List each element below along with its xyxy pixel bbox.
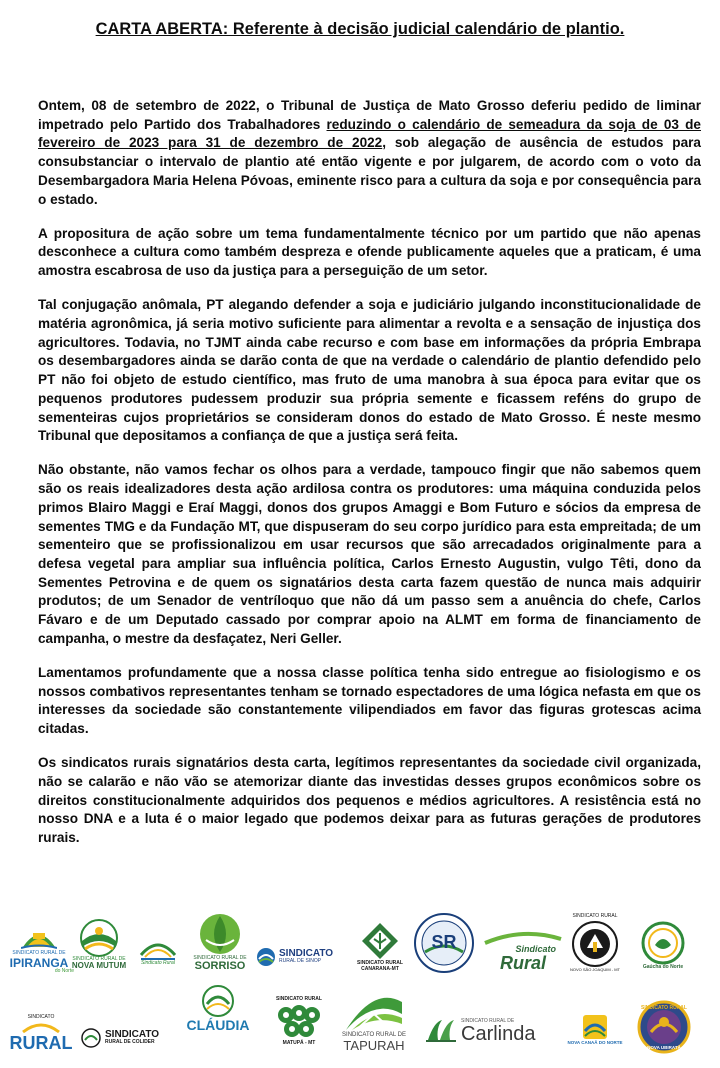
paragraph-1 bbox=[38, 97, 701, 209]
logo-sorriso bbox=[188, 906, 252, 972]
sao-joaquim-emblem-icon bbox=[571, 920, 619, 968]
logo-nova-mutum bbox=[70, 914, 128, 970]
tapurah-emblem-icon bbox=[344, 992, 404, 1032]
paragraph-1-underlined-text: reduzindo o calendário de semeadura da soja de 03 de fevereiro de 2023 para 31 de dezembro de 2022 bbox=[38, 116, 701, 151]
logo-sindicato-rural-small bbox=[132, 926, 184, 966]
nova-canaa-emblem-icon bbox=[581, 1013, 609, 1041]
sinop-emblem-icon bbox=[256, 947, 276, 967]
document-title: CARTA ABERTA: Referente à decisão judicial calendário de plantio. bbox=[95, 20, 625, 38]
ipiranga-sub-text: do Norte bbox=[54, 967, 74, 974]
canarana-top-text: SINDICATO RURAL bbox=[357, 960, 403, 966]
ipiranga-top-text: SINDICATO RURAL DE bbox=[12, 950, 66, 956]
sindicato-rural-small-text: Sindicato Rural bbox=[141, 959, 175, 966]
logo-gaucha-do-norte bbox=[630, 908, 696, 970]
gaucha-emblem-icon bbox=[641, 921, 685, 965]
paragraph-6: Os sindicatos rurais signatários desta carta, legítimos representantes da sociedade civil organizada, não se calarão e não vão se atemorizar diante das investidas desses grupos econômicos sobre os direitos constitucionalmente adquiridos dos pequenos e médios agricultores. A resistência está no nosso DNA e a luta é o maior legado que podemos deixar para as futuras gerações de produtores rurais. bbox=[38, 755, 701, 846]
matupa-bottom-text: MATUPÁ - MT bbox=[282, 1039, 316, 1046]
nova-ubirata-emblem-icon bbox=[637, 1000, 691, 1054]
matupa-emblem-icon bbox=[274, 1003, 324, 1041]
sinop-name-text: SINDICATO bbox=[279, 948, 334, 960]
rural-badge-name-text: RURAL bbox=[9, 1033, 73, 1053]
logo-matupa bbox=[268, 988, 330, 1046]
sindicato-rural-script-swoosh-icon bbox=[483, 931, 563, 945]
sindicato-rural-script-line2: Rural bbox=[499, 953, 546, 973]
sorriso-top-text: SINDICATO RURAL DE bbox=[193, 954, 247, 961]
tapurah-top-text: SINDICATO RURAL DE bbox=[342, 1032, 406, 1039]
logo-ipiranga-do-norte bbox=[4, 916, 74, 974]
claudia-name-text: CLÁUDIA bbox=[186, 1017, 250, 1033]
letter-body bbox=[38, 97, 701, 863]
carlinda-top-text: SINDICATO RURAL DE bbox=[461, 1017, 515, 1024]
sr-letters: SR bbox=[431, 932, 457, 952]
sindicato-rural-script-line1: Sindicato bbox=[515, 944, 556, 954]
nova-mutum-emblem-icon bbox=[79, 919, 119, 957]
sao-joaquim-bottom-text: NOVO SÃO JOAQUIM - MT bbox=[569, 966, 620, 972]
carlinda-emblem-icon bbox=[424, 1014, 458, 1044]
rural-badge-top-text: SINDICATO bbox=[27, 1013, 55, 1020]
logo-sr bbox=[412, 910, 476, 974]
sao-joaquim-top-text: SINDICATO RURAL bbox=[572, 913, 618, 920]
nova-mutum-top-text: SINDICATO RURAL DE bbox=[72, 955, 126, 962]
carlinda-name-text: Carlinda bbox=[461, 1023, 536, 1045]
colider-emblem-icon bbox=[80, 1028, 102, 1048]
logo-canarana bbox=[350, 910, 410, 972]
logo-colider bbox=[80, 1026, 170, 1050]
sorriso-emblem-icon bbox=[198, 912, 242, 956]
logo-nova-canaa-do-norte bbox=[562, 1004, 628, 1046]
paragraph-1-text-end: , sob alegação de ausência de estudos para consubstanciar o intervalo de plantio até então vigente e por julgarem, de acordo com o voto da Desembargadora Maria Helena Póvoas, eminente risco para a cultura da soja e por consequência para o estado. bbox=[38, 135, 701, 207]
sindicato-rural-small-emblem-icon bbox=[139, 935, 177, 961]
canarana-sub-text: CANARANA-MT bbox=[361, 965, 399, 972]
nova-ubirata-top-text: SINDICATO RURAL bbox=[641, 1005, 687, 1011]
sorriso-name-text: SORRISO bbox=[194, 960, 246, 972]
nova-ubirata-bottom-text: NOVA UBIRATÃ bbox=[647, 1045, 681, 1050]
colider-sub-text: RURAL DE COLIDER bbox=[105, 1039, 155, 1046]
logo-claudia bbox=[182, 980, 254, 1032]
logo-carlinda bbox=[424, 1004, 548, 1044]
gaucha-name-text: Gaúcha do Norte bbox=[642, 963, 684, 970]
paragraph-3: Tal conjugação anômala, PT alegando defender a soja e judiciário julgando inconstitucionalidade de matéria agronômica, já seria motivo suficiente para alimentar a revolta e a sensação de injustiça dos agricultores. Todavia, no TJMT ainda cabe recurso e com base em informações da própria Embrapa os desembargadores ainda se darão conta de que na verdade o calendário de plantio defendido pelo PT não foi objeto de estudo científico, mas fruto de uma manobra à sua época para evitar que os pequenos produtores pudessem produzir sua própria semente e ficassem reféns do grupo de sementeiras cujos proprietários se consideram donos do estado de Mato Grosso. É neste mesmo Tribunal que depositamos a confiança de que a justiça será feita. bbox=[38, 297, 701, 444]
paragraph-1-text: Ontem, 08 de setembro de 2022, o Tribunal de Justiça de Mato Grosso deferiu pedido de liminar impetrado pelo Partido dos Trabalhadores bbox=[38, 98, 701, 132]
paragraph-2: A propositura de ação sobre um tema fundamentalmente técnico por um partido que não apenas desconhece a cultura como também despreza e ofende publicamente aqueles que a praticam, é uma amostra escabrosa de uso da justiça para a perseguição de um setor. bbox=[38, 225, 701, 279]
matupa-top-text: SINDICATO RURAL bbox=[276, 996, 322, 1002]
claudia-emblem-icon bbox=[201, 984, 235, 1018]
logo-novo-sao-joaquim bbox=[566, 910, 624, 972]
sr-emblem-icon bbox=[413, 912, 475, 974]
colider-name-text: SINDICATO bbox=[105, 1029, 160, 1041]
nova-mutum-name-text: NOVA MUTUM bbox=[71, 961, 127, 970]
paragraph-5: Lamentamos profundamente que a nossa classe política tenha sido entregue ao fisiologismo e os nossos combativos representantes tenham se tornado espectadores de uma lógica nefasta em que os interesses da sociedade são constantemente vilipendiados em favor das figuras grotescas acima citadas. bbox=[38, 664, 701, 737]
canarana-emblem-icon bbox=[360, 921, 400, 961]
rural-badge-emblem-icon bbox=[21, 1020, 61, 1034]
logo-tapurah bbox=[334, 980, 414, 1052]
paragraph-4: Não obstante, não vamos fechar os olhos para a verdade, tampouco fingir que não sabemos quem são os reais idealizadores desta ação ardilosa contra os produtores: uma máquina conduzida pelos primos Blairo Maggi e Eraí Maggi, donos dos grupos Amaggi e Bom Futuro e sócios da empresa de sementes TMG e da Fundação MT, que dispuseram do seu corpo jurídico para esta empreitada; de um sementeiro que se profissionalizou em usar recursos que são arrecadados originalmente para a defesa vegetal para ampliar sua influência política, Carlos Ernesto Augustin, vulgo Têti, dono da Sementes Petrovina e de quem os signatários desta carta fazem questão de nunca mais adquirir produtos; de um Senador de ventríloquo que não dá um passo sem a anuência do chefe, Carlos Fávaro e de um Deputado cassado por comprar apoio na ALMT em forma de financiamento de campanha, o mestre da desfaçatez, Neri Geller. bbox=[38, 462, 701, 646]
logo-nova-ubirata bbox=[634, 996, 694, 1054]
sinop-sub-text: RURAL DE SINOP bbox=[279, 958, 322, 965]
ipiranga-emblem-icon bbox=[21, 921, 57, 951]
logo-rural-badge bbox=[8, 996, 74, 1052]
ipiranga-name-text: IPIRANGA bbox=[9, 955, 69, 970]
logo-sinop bbox=[256, 944, 342, 970]
tapurah-name-text: TAPURAH bbox=[343, 1038, 405, 1053]
logo-sindicato-rural-script bbox=[482, 926, 564, 972]
nova-canaa-name-text: NOVA CANAÃ DO NORTE bbox=[567, 1040, 623, 1046]
